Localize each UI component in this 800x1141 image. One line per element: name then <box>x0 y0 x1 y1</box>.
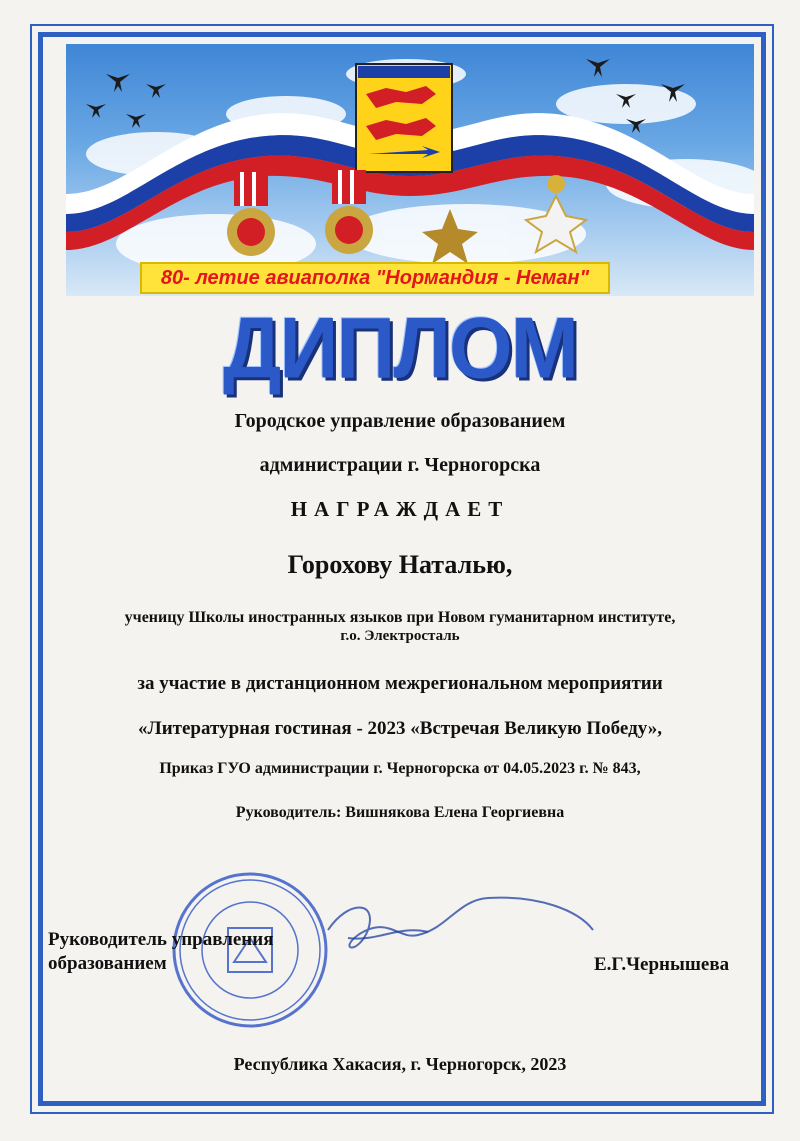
signatory-position-line-2: образованием <box>48 953 167 974</box>
signatory-position-line-1: Руководитель управления <box>48 929 274 950</box>
supervisor-line: Руководитель: Вишнякова Елена Георгиевна <box>235 804 565 821</box>
award-reason: за участие в дистанционном межрегиональном мероприятии <box>137 673 663 694</box>
event-name: «Литературная гостиная - 2023 «Встречая Великую Победу», <box>138 718 662 739</box>
diploma-title: ДИПЛОМ <box>223 300 577 397</box>
recipient-description-1: ученицу Школы иностранных языков при Новом гуманитарном институте, <box>124 609 676 626</box>
normandie-niemen-emblem-icon <box>356 64 452 172</box>
signatory-position <box>48 928 274 976</box>
signatory-name: Е.Г.Чернышева <box>594 954 730 975</box>
issuer-line-1: Городское управление образованием <box>234 410 566 432</box>
handwritten-signature-icon <box>318 880 598 970</box>
recipient-description-2: г.о. Электросталь <box>340 628 460 644</box>
awards-heading: НАГРАЖДАЕТ <box>290 497 510 521</box>
banner-image <box>66 44 754 296</box>
issuer-line-2: администрации г. Черногорска <box>259 454 541 476</box>
order-reference: Приказ ГУО администрации г. Черногорска от 04.05.2023 г. № 843, <box>159 760 641 777</box>
footer-location-year: Республика Хакасия, г. Черногорск, 2023 <box>233 1054 567 1074</box>
recipient-name: Горохову Наталью, <box>287 550 513 579</box>
banner-title: 80- летие авиаполка "Нормандия - Неман" <box>140 262 610 294</box>
